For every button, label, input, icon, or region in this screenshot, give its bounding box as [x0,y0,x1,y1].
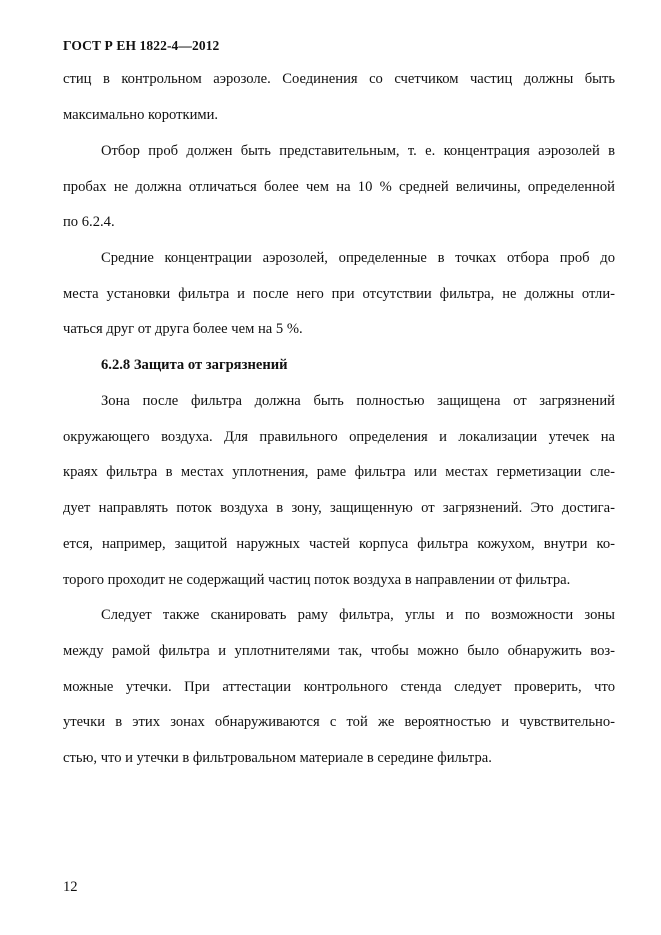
text-line: утечки в этих зонах обнаруживаются с той же вероятностью и чувствительно- [63,714,615,730]
text-line: Следует также сканировать раму фильтра, углы и по возможности зоны [101,607,615,623]
section-heading: 6.2.8 Защита от загрязнений [101,357,288,373]
text-line: между рамой фильтра и уплотнителями так, чтобы можно было обнаружить воз- [63,643,615,659]
text-line: максимально короткими. [63,107,219,123]
text-line: ется, например, защитой наружных частей корпуса фильтра кожухом, внутри ко- [63,536,615,552]
text-line: дует направлять поток воздуха в зону, защищенную от загрязнений. Это достига- [63,500,615,516]
text-line: места установки фильтра и после него при отсутствии фильтра, не должны отли- [63,286,615,302]
text-line: можные утечки. При аттестации контрольного стенда следует проверить, что [63,679,615,695]
text-line: стиц в контрольном аэрозоле. Соединения со счетчиком частиц должны быть [63,71,615,87]
document-header: ГОСТ Р ЕН 1822-4—2012 [63,38,220,53]
text-line: Средние концентрации аэрозолей, определенные в точках отбора проб до [101,250,615,266]
text-line: чаться друг от друга более чем на 5 %. [63,321,303,337]
page-number: 12 [63,879,78,895]
text-line: стью, что и утечки в фильтровальном материале в середине фильтра. [63,750,492,766]
text-line: окружающего воздуха. Для правильного определения и локализации утечек на [63,429,615,445]
text-line: краях фильтра в местах уплотнения, раме фильтра или местах герметизации сле- [63,464,615,480]
text-line: пробах не должна отличаться более чем на 10 % средней величины, определенной [63,179,615,195]
text-line: Зона после фильтра должна быть полностью защищена от загрязнений [101,393,615,409]
text-line: Отбор проб должен быть представительным, т. е. концентрация аэрозолей в [101,143,615,159]
text-line: по 6.2.4. [63,214,115,230]
text-line: торого проходит не содержащий частиц поток воздуха в направлении от фильтра. [63,572,571,588]
